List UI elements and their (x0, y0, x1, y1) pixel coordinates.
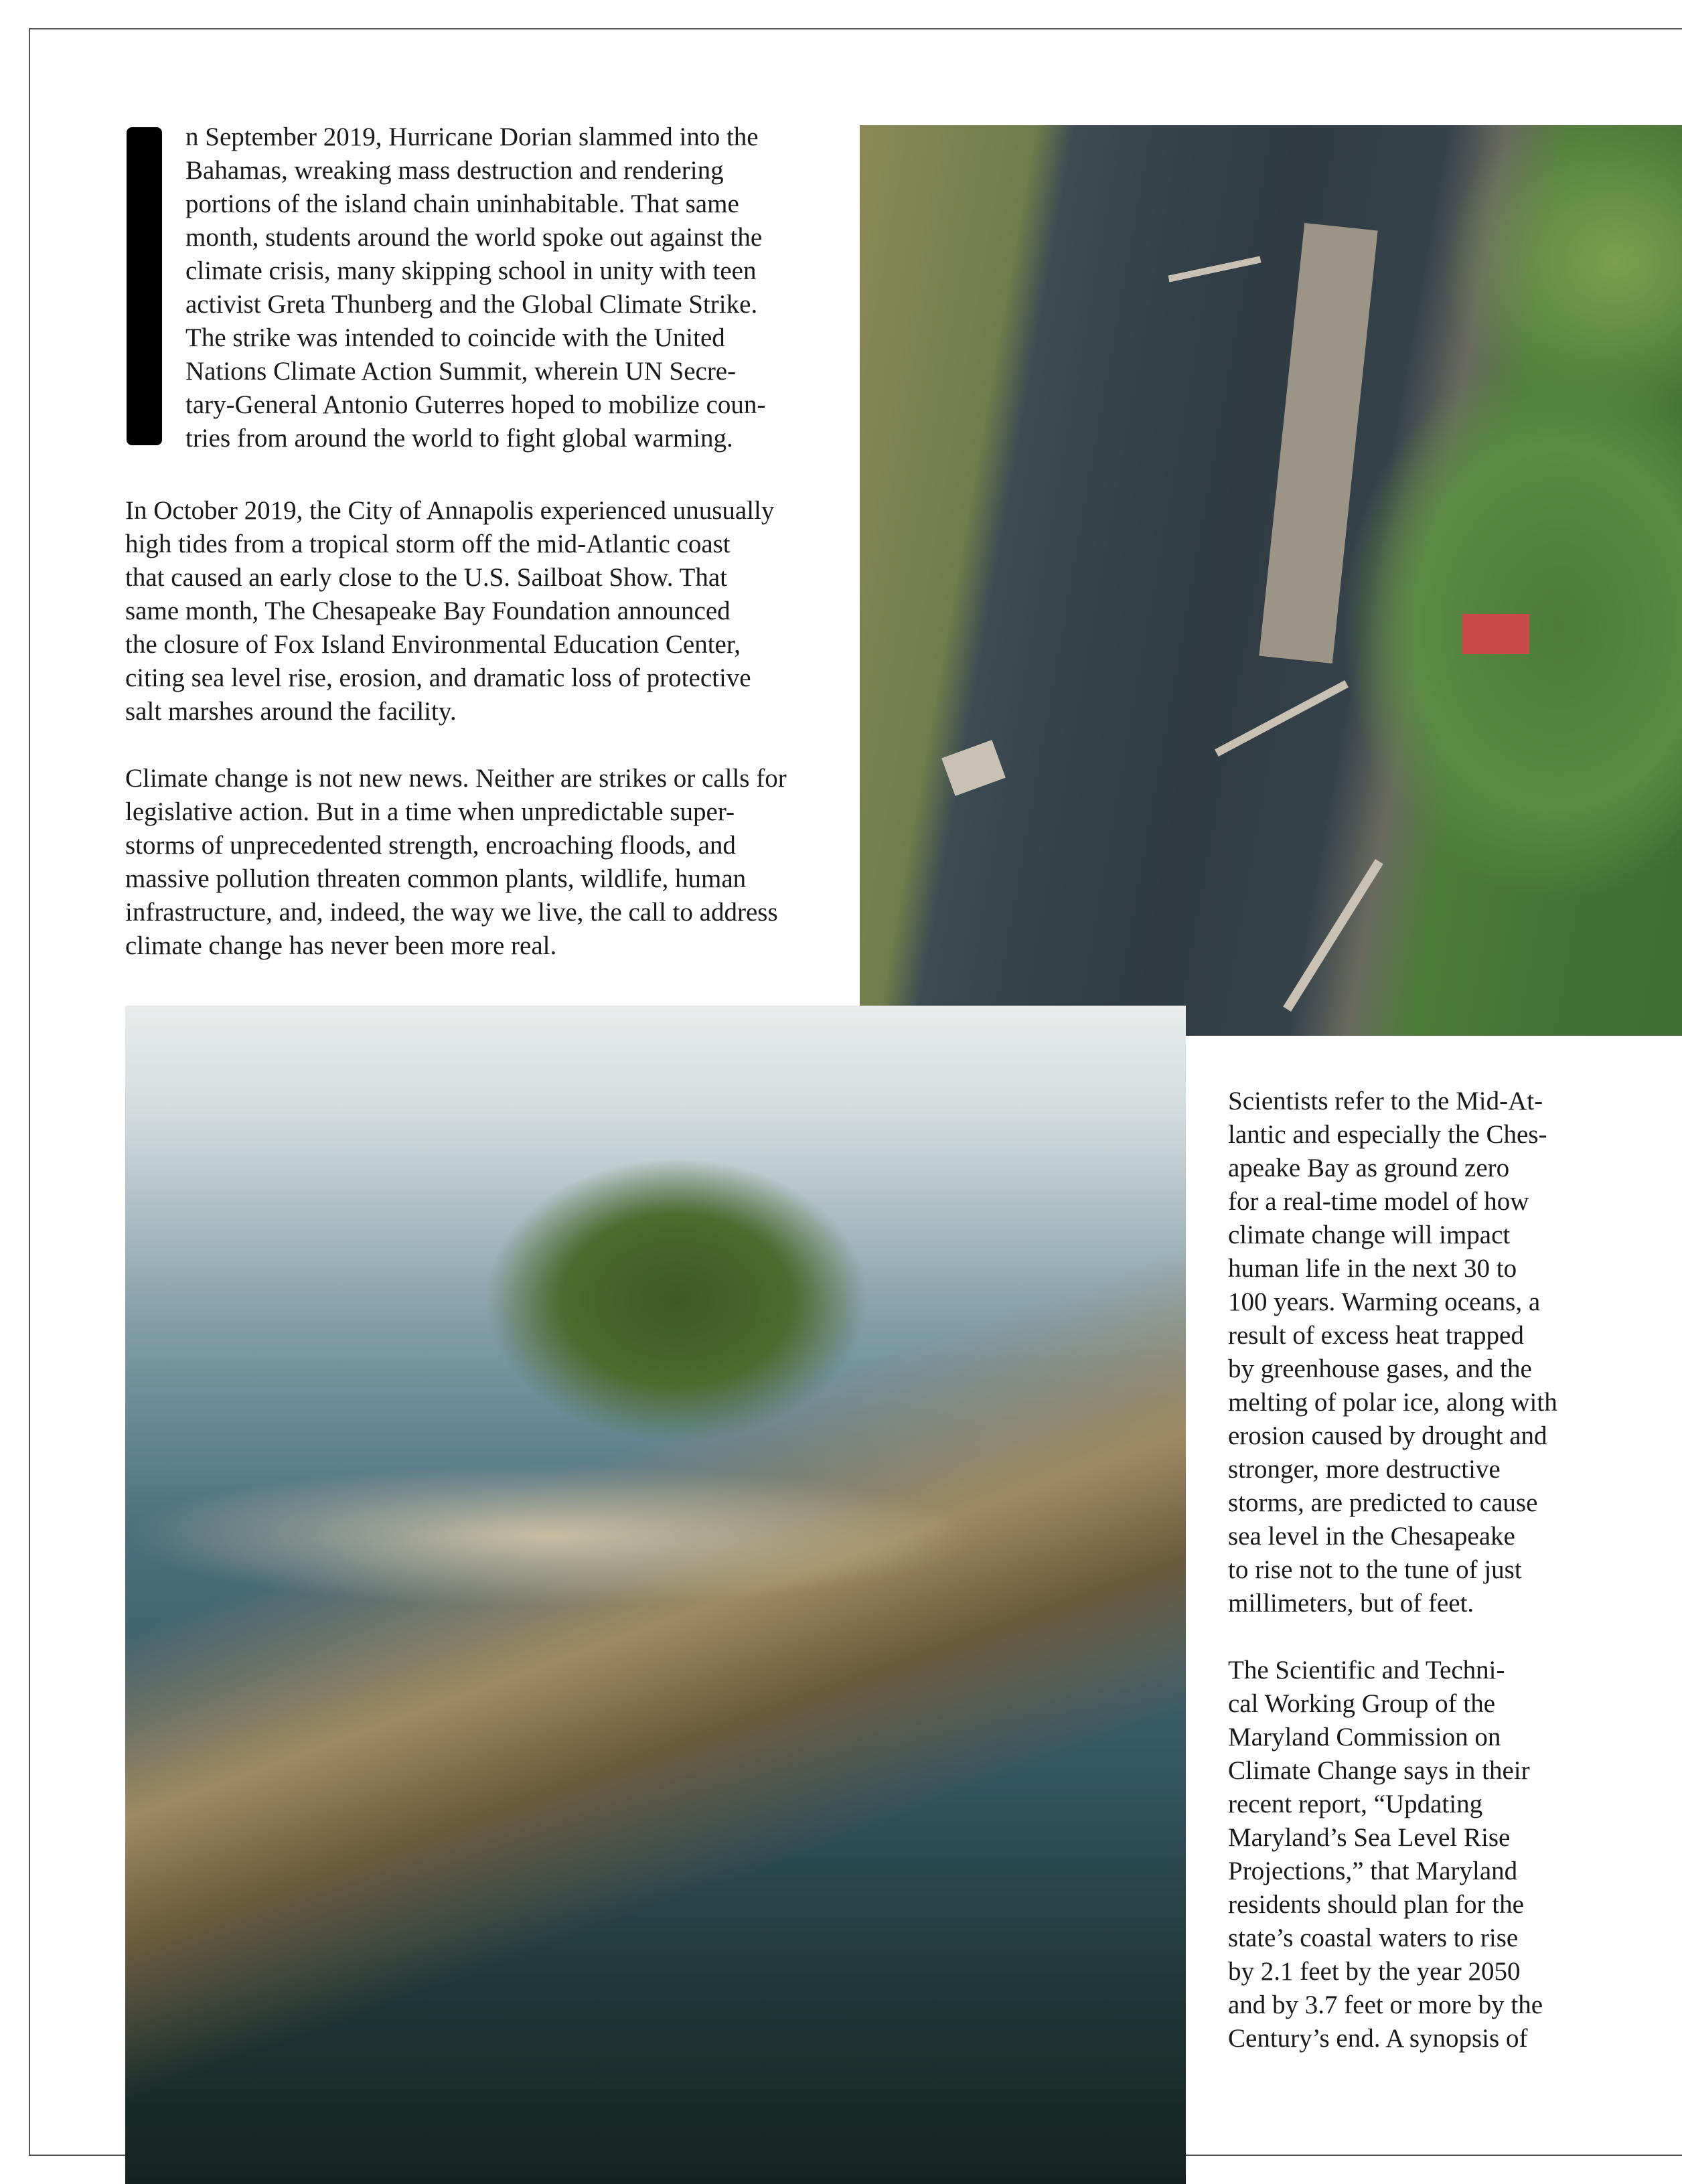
text-line: Nations Climate Action Summit, wherein UN Secre- (185, 357, 737, 386)
text-line: storms, are predicted to cause (1228, 1488, 1538, 1517)
text-line: human life in the next 30 to (1228, 1254, 1517, 1283)
text-line: by greenhouse gases, and the (1228, 1354, 1532, 1383)
text-line: and by 3.7 feet or more by the (1228, 1991, 1543, 2019)
text-line: Maryland Commission on (1228, 1723, 1501, 1751)
text-line: Climate Change says in their (1228, 1756, 1530, 1785)
text-line: massive pollution threaten common plants, wildlife, human (125, 864, 747, 893)
text-line: melting of polar ice, along with (1228, 1388, 1557, 1417)
text-line: salt marshes around the facility. (125, 697, 457, 726)
text-line: Bahamas, wreaking mass destruction and rendering (185, 156, 724, 185)
text-line: to rise not to the tune of just (1228, 1555, 1522, 1584)
paragraph-climate-change (125, 762, 787, 963)
text-line: n September 2019, Hurricane Dorian slammed into the (185, 123, 759, 151)
text-line: climate change will impact (1228, 1221, 1511, 1249)
text-line: Scientists refer to the Mid-At- (1228, 1087, 1543, 1115)
text-line: storms of unprecedented strength, encroaching floods, and (125, 831, 736, 860)
text-line: legislative action. But in a time when unpredictable super- (125, 797, 735, 826)
text-line: climate crisis, many skipping school in unity with teen (185, 256, 757, 285)
text-line: infrastructure, and, indeed, the way we live, the call to address (125, 898, 778, 927)
text-line: apeake Bay as ground zero (1228, 1154, 1510, 1182)
paragraph-annapolis (125, 494, 774, 728)
intro-paragraph (185, 121, 765, 455)
text-line: Climate change is not new news. Neither are strikes or calls for (125, 764, 787, 793)
text-line: month, students around the world spoke out against the (185, 223, 763, 252)
text-line: citing sea level rise, erosion, and dramatic loss of protective (125, 664, 751, 692)
text-line: climate change has never been more real. (125, 931, 557, 960)
aerial-island-photo (125, 1006, 1186, 2184)
text-line: stronger, more destructive (1228, 1455, 1501, 1484)
text-line: state’s coastal waters to rise (1228, 1924, 1519, 1952)
text-line: lantic and especially the Ches- (1228, 1120, 1547, 1149)
text-line: same month, The Chesapeake Bay Foundation announced (125, 597, 731, 625)
text-line: by 2.1 feet by the year 2050 (1228, 1957, 1521, 1986)
text-line: sea level in the Chesapeake (1228, 1522, 1515, 1551)
text-line: high tides from a tropical storm off the mid-Atlantic coast (125, 530, 731, 558)
text-line: for a real-time model of how (1228, 1187, 1529, 1216)
text-line: 100 years. Warming oceans, a (1228, 1288, 1541, 1316)
right-paragraph-scientists (1228, 1085, 1557, 1620)
text-line: tries from around the world to fight global warming. (185, 424, 733, 453)
text-line: tary-General Antonio Guterres hoped to mobilize coun- (185, 390, 766, 419)
text-line: Century’s end. A synopsis of (1228, 2024, 1528, 2053)
text-line: Maryland’s Sea Level Rise (1228, 1823, 1511, 1852)
text-line: the closure of Fox Island Environmental Education Center, (125, 630, 741, 659)
text-line: erosion caused by drought and (1228, 1421, 1547, 1450)
aerial-harbor-photo (860, 125, 1682, 1036)
text-line: result of excess heat trapped (1228, 1321, 1524, 1350)
text-line: portions of the island chain uninhabitable. That same (185, 189, 739, 218)
text-line: Projections,” that Maryland (1228, 1857, 1518, 1885)
text-line: cal Working Group of the (1228, 1689, 1496, 1718)
text-line: residents should plan for the (1228, 1890, 1524, 1919)
text-line: In October 2019, the City of Annapolis experienced unusually (125, 496, 775, 525)
text-line: activist Greta Thunberg and the Global Climate Strike. (185, 290, 758, 319)
text-line: The Scientific and Techni- (1228, 1656, 1505, 1685)
right-paragraph-working-group (1228, 1654, 1543, 2055)
text-line: that caused an early close to the U.S. Sailboat Show. That (125, 563, 727, 592)
text-line: recent report, “Updating (1228, 1790, 1483, 1818)
text-line: millimeters, but of feet. (1228, 1589, 1474, 1618)
drop-cap-i (127, 127, 162, 445)
text-line: The strike was intended to coincide with the United (185, 323, 725, 352)
